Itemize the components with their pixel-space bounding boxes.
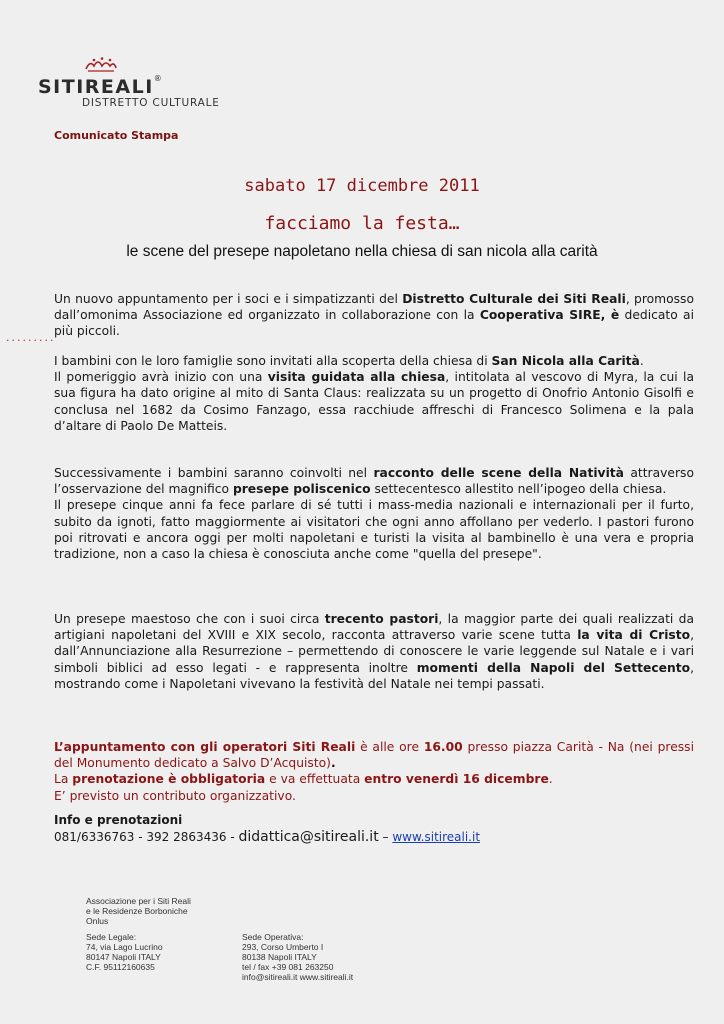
footer-line: 74, via Lago Lucrino	[86, 942, 163, 952]
margin-dots: ·········	[6, 334, 56, 347]
paragraph-presepe	[54, 611, 694, 692]
text: .	[330, 756, 336, 771]
text: settecentesco allestito nell’ipogeo della chiesa.	[370, 482, 667, 497]
footer-organization	[86, 896, 191, 926]
text: Un nuovo appuntamento per i soci e i simpatizzanti del	[54, 292, 403, 306]
bold-text: L’appuntamento con gli operatori Siti Reali	[54, 740, 356, 754]
logo-subtitle: DISTRETTO CULTURALE	[82, 97, 220, 109]
text: , promosso dall’omonima Associazione ed organizzato in collaborazione con la	[54, 292, 694, 323]
text: dedicato ai più piccoli.	[54, 308, 694, 339]
bold-text: momenti della Napoli del Settecento	[416, 660, 691, 675]
appointment-details	[54, 739, 694, 804]
bold-text: Distretto Culturale dei Siti Reali	[402, 292, 626, 306]
text: è alle ore	[355, 740, 424, 754]
info-title: Info e prenotazioni	[54, 813, 183, 827]
appointment-time: 16.00	[423, 740, 463, 754]
text: Il pomeriggio avrà inizio con una	[54, 370, 268, 385]
text: Un presepe maestoso che con i suoi circa	[54, 612, 325, 626]
footer-line: info@sitireali.it www.sitireali.it	[242, 972, 354, 982]
footer-legal-address	[86, 932, 163, 972]
text: , la maggior parte dei quali realizzati da artigiani napoletani del XVIII e XIX secolo, racconta attraverso varie scene tutta	[54, 612, 694, 643]
text: La	[54, 772, 73, 787]
text: Il presepe cinque anni fa fece parlare di sé tutti i mass-media nazionali e internazionali per il furto, subito da ignoti, fatto maggiormente ai visitatori che ogni anno affollano per vederlo. I pastori furono poi ritrovati e ancora oggi per molti napoletani e turisti la visita al bambinello è una vera e propria tradizione, non a caso la chiesa è conosciuta anche come "quella del presepe".	[54, 498, 694, 562]
footer-line: 80147 Napoli ITALY	[86, 952, 161, 962]
footer-line: e le Residenze Borboniche	[86, 906, 188, 916]
bold-text: trecento pastori	[324, 612, 439, 626]
text: presso piazza Carità - Na (nei pressi del Monumento dedicato a Salvo D’Acquisto)	[54, 740, 695, 771]
text: , mostrando come i Napoletani vivevano la festività del Natale nei tempi passati.	[54, 660, 694, 691]
text: Successivamente i bambini saranno coinvolti nel	[54, 466, 374, 480]
logo-name: SITIREALI	[38, 76, 154, 98]
text: E’ previsto un contributo organizzativo.	[54, 788, 296, 803]
bold-text: la vita di Cristo	[577, 628, 691, 643]
footer-line: 293, Corso Umberto I	[242, 942, 324, 952]
registered-mark: ®	[153, 74, 164, 83]
press-release-label: Comunicato Stampa	[54, 129, 179, 142]
paragraph-intro	[54, 291, 694, 340]
event-subtitle: le scene del presepe napoletano nella chiesa di san nicola alla carità	[126, 243, 598, 260]
text: .	[639, 354, 644, 368]
bold-text: visita guidata alla chiesa	[267, 370, 446, 385]
footer-line: tel / fax +39 081 263250	[242, 962, 334, 972]
booking-deadline: entro venerdì 16 dicembre	[364, 772, 549, 787]
bold-text: San Nicola alla Carità	[491, 354, 640, 368]
text: e va effettuata	[265, 772, 365, 787]
footer-line: Sede Operativa:	[242, 932, 304, 942]
email-address[interactable]: didattica@sitireali.it	[238, 829, 379, 845]
text: , intitolata al vescovo di Myra, la cui la sua figura ha dato origine al mito di Santa Claus: realizzata su un progetto di Onofrio Antonio Gisolfi e conclusa nel 1682 da Cosimo Fanzago, essa racchiude affreschi di Francesco Solimena e la pala d’altare di Paolo De Matteis.	[54, 370, 694, 433]
website-link[interactable]: www.sitireali.it	[392, 830, 481, 844]
text: I bambini con le loro famiglie sono invitati alla scoperta della chiesa di	[54, 354, 492, 368]
footer-line: Associazione per i Siti Reali	[86, 896, 191, 906]
event-date: sabato 17 dicembre 2011	[244, 176, 480, 196]
bold-text: racconto delle scene della Natività	[373, 466, 624, 480]
footer-operative-address	[242, 932, 353, 982]
event-title: facciamo la festa…	[264, 213, 460, 234]
paragraph-visit	[54, 353, 694, 434]
bold-text: prenotazione è obbligatoria	[72, 772, 266, 787]
footer-line: Onlus	[86, 916, 109, 926]
text: attraverso l’osservazione del magnifico	[54, 466, 694, 497]
paragraph-nativity	[54, 465, 694, 562]
text: , dall’Annunciazione alla Resurrezione – permettendo di conoscere le varie leggende sul Natale e i vari simboli biblici ad esso legati - e rappresenta inoltre	[54, 628, 695, 675]
bold-text: Cooperativa SIRE, è	[479, 308, 620, 323]
crown-icon	[84, 56, 118, 72]
contacts-line	[54, 829, 480, 845]
text: .	[548, 772, 553, 787]
separator: –	[378, 830, 393, 844]
phone-numbers: 081/6336763 - 392 2863436 -	[54, 830, 239, 844]
footer-line: Sede Legale:	[86, 932, 137, 942]
footer-line: C.F. 95112160635	[86, 962, 155, 972]
footer-line: 80138 Napoli ITALY	[242, 952, 317, 962]
bold-text: presepe poliscenico	[232, 482, 371, 497]
